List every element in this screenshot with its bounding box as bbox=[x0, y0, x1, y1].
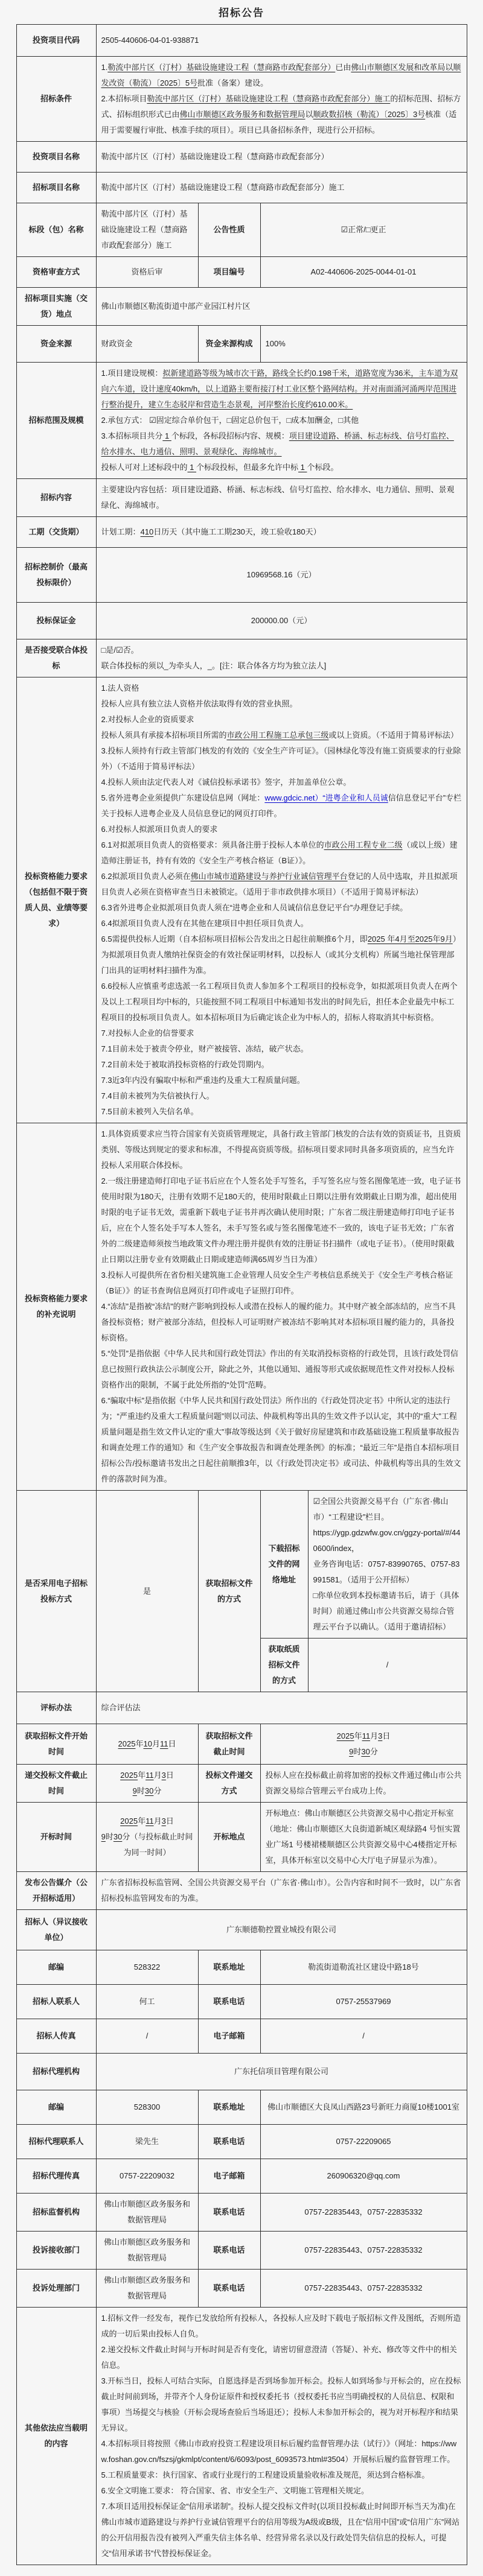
section-label: 标段（包）名称 bbox=[16, 203, 96, 257]
agency-zip-value: 528300 bbox=[96, 2090, 198, 2125]
paper-doc-label: 获取纸质招标文件的方式 bbox=[260, 1639, 308, 1692]
funding-composition-label: 资金来源构成 bbox=[198, 326, 260, 363]
media-value: 广东省招标投标监管网、全国公共资源交易平台（广东省·佛山市）。公告内容和时间不一致时，以广东省招标投标监管网发布的为准。 bbox=[96, 1872, 467, 1910]
tenderer-email-value: / bbox=[260, 2019, 467, 2054]
electronic-bidding-value: 是 bbox=[96, 1491, 198, 1692]
row-project-code bbox=[16, 25, 467, 57]
opening-place-value: 开标地点：佛山市顺德区公共资源交易中心指定开标室（地址：佛山市顺德区大良街道新城区观绿路4 号恒实置业广场1 号楼裙楼顺德区公共资源交易中心4楼指定开标室，具体开标室以交易中心大厅电子屏显示为准）。 bbox=[260, 1803, 467, 1872]
tenderer-email-label: 电子邮箱 bbox=[198, 2019, 260, 2054]
row-qualification-requirements bbox=[16, 677, 467, 1123]
conditions-content: 1.勒流中部片区（汀村）基础设施建设工程（慧商路市政配套部分）已由佛山市顺德区发展和改革局以顺发改资（勒流）〔2025〕5号批准（备案）建设。 2.本招标项目勒流中部片区（汀村）基础设施建设工程（慧商路市政配套部分）施工的招标范围、招标方式、招标组织形式已由佛山市顺德区政务服务和数据管理局以顺政数招核（勒流）〔2025〕3号核准（适用于需要履行审批、核准手续的项目）。项目已具备招标条件，现进行公开招标。 bbox=[96, 57, 467, 142]
agency-zip-label: 邮编 bbox=[16, 2090, 96, 2125]
doc-obtain-method-label: 获取招标文件的方式 bbox=[198, 1491, 260, 1692]
row-tenderer-zip bbox=[16, 1950, 467, 1985]
row-agency-fax bbox=[16, 2159, 467, 2194]
row-investment-name bbox=[16, 142, 467, 173]
row-doc-time bbox=[16, 1724, 467, 1765]
tenderer-value: 广东顺德勒控置业城投有限公司 bbox=[96, 1910, 467, 1950]
duration-label: 工期（交货期） bbox=[16, 517, 96, 548]
row-supervisor bbox=[16, 2194, 467, 2232]
complaint-handle-value: 佛山市顺德区政务服务和数据管理局 bbox=[96, 2270, 198, 2308]
section-value: 勒流中部片区（汀村）基础设施建设工程（慧商路市政配套部分）施工 bbox=[96, 203, 198, 257]
supervisor-label: 招标监督机构 bbox=[16, 2194, 96, 2232]
complaint-receive-value: 佛山市顺德区政务服务和数据管理局 bbox=[96, 2232, 198, 2270]
agency-fax-label: 招标代理传真 bbox=[16, 2159, 96, 2194]
opening-time-value: 2025年11月3日 9时30分（与投标截止时间为同一时间） bbox=[96, 1803, 198, 1872]
doc-deadline-label: 获取招标文件截止时间 bbox=[198, 1724, 260, 1765]
supervisor-value: 佛山市顺德区政务服务和数据管理局 bbox=[96, 2194, 198, 2232]
opening-place-label: 开标地点 bbox=[198, 1803, 260, 1872]
evaluation-method-value: 综合评估法 bbox=[96, 1692, 467, 1724]
row-opening bbox=[16, 1803, 467, 1872]
tenderer-fax-value: / bbox=[96, 2019, 198, 2054]
opening-time-label: 开标时间 bbox=[16, 1803, 96, 1872]
complaint-receive-phone-label: 联系电话 bbox=[198, 2232, 260, 2270]
project-number-value: A02-440606-2025-0044-01-01 bbox=[260, 257, 467, 288]
row-other bbox=[16, 2308, 467, 2565]
supervisor-phone-value: 0757-22835443，0757-22835332 bbox=[260, 2194, 467, 2232]
submit-method-value: 投标人应在投标截止前将加密的投标文件通过佛山市公共资源交易综合管理云平台成功上传。 bbox=[260, 1765, 467, 1803]
row-scope bbox=[16, 363, 467, 479]
tenderer-label: 招标人（异议接收单位） bbox=[16, 1910, 96, 1950]
tenderer-address-label: 联系地址 bbox=[198, 1950, 260, 1985]
row-duration bbox=[16, 517, 467, 548]
row-section bbox=[16, 203, 467, 257]
row-location bbox=[16, 288, 467, 326]
row-tenderer-contact bbox=[16, 1985, 467, 2019]
evaluation-method-label: 评标办法 bbox=[16, 1692, 96, 1724]
download-address-content: ☑全国公共资源交易平台（广东省·佛山市）“工程建设”栏目。 https://ygp.gdzwfw.gov.cn/ggzy-portal/#/440600/index， 业务咨询电话：0757-83990765、0757-83991581。（适用于公开招标） □你单位收到本投标邀请书后，请于（具体时间）前通过佛山市公共资源交易综合管理云平台予以确认。（适用于邀请招标） bbox=[308, 1491, 467, 1639]
qualification-requirements-label: 投标资格能力要求（包括但不限于资质人员、业绩等要求） bbox=[16, 677, 96, 1123]
investment-name-value: 勒流中部片区（汀村）基础设施建设工程（慧商路市政配套部分） bbox=[96, 142, 467, 173]
notice-nature-label: 公告性质 bbox=[198, 203, 260, 257]
row-agency bbox=[16, 2054, 467, 2090]
row-media bbox=[16, 1872, 467, 1910]
submit-method-label: 投标文件递交方式 bbox=[198, 1765, 260, 1803]
tenderer-contact-label: 招标人联系人 bbox=[16, 1985, 96, 2019]
complaint-receive-label: 投诉接收部门 bbox=[16, 2232, 96, 2270]
tenderer-phone-value: 0757-25537969 bbox=[260, 1985, 467, 2019]
inline-link[interactable]: www.gdcic.net）“进粤企业和人员诚 bbox=[264, 793, 388, 802]
row-conditions bbox=[16, 57, 467, 142]
qualification-supplement-content: 1.具体资质要求应当符合国家有关资质管理规定，具备行政主管部门核发的合法有效的资质证书，且资质类别、等级达到规定的要求和标准，不得提高资质等级。招标项目要求同时具备多项资质的，应当允许投标人采用联合体投标。 2.一级注册建造师打印电子证书后应在个人签名处手写签名，手写签名应与签名图像笔迹一致，电子证书使用时限为180天，注册有效期不足180天的，使用时限截止日期以注册有效期截止日期为准，超出使用时限的电子证书无效，需重新下载电子证书并再次确认使用时限；广东省二级注册建造师打印电子证书后，应在个人签名处手写本人签名，未手写签名或与签名图像笔迹不一致的，该电子证书无效；广东省外的二级建造师须按当地政策文件办理注册并提供有效的注册证书扫描件（或电子证书）。（使用时限截止日期以注册专业有效期截止日期或建造师满65周岁当日为准） 3.投标人可提供所在省份相关建筑施工企业管理人员安全生产考核信息系统关于《安全生产考核合格证（B证）》的证书查询信息网页打印件或电子证照打印件。 4.“冻结”是指被“冻结”的财产影响到投标人或潜在投标人的履约能力。其中财产被全部冻结的，应当不具备投标资格；财产被部分冻结，但投标人可证明财产被冻结不影响其对本招标项目履约能力的，具备投标资格。 5.“处罚”是指依据《中华人民共和国行政处罚法》作出的有关取消投标资格的行政处罚，且该行政处罚信息已按照行政执法公示制度公开，除此之外，其他以通知、通报等形式或依据规范性文件对投标人投标资格作出的限制，不属于此处所指的“处罚”范畴。 6.“骗取中标”是指依据《中华人民共和国行政处罚法》所作出的《行政处罚决定书》中所认定的违法行为；“严重违约及重大工程质量问题”则以司法、仲裁机构等出具的生效文件予以认定，其中的“重大”工程质量问题是指生效文件认定的“重大”事故等级达到《关于做好房屋建筑和市政基础设施工程质量事故报告和调查处理工作的通知》和《生产安全事故报告和调查处理条例》的标准；“最近三年”是指自本招标项目招标公告/投标邀请书发出之日起往前顺推3年，以《行政处罚决定书》或司法、仲裁机构等出具的生效文件的落款时间为准。 bbox=[96, 1123, 467, 1491]
row-qualification-supplement bbox=[16, 1123, 467, 1491]
row-submit-deadline bbox=[16, 1765, 467, 1803]
project-code-value: 2505-440606-04-01-938871 bbox=[96, 25, 467, 57]
paper-doc-value: / bbox=[308, 1639, 467, 1692]
location-value: 佛山市顺德区勒流街道中部产业园江村片区 bbox=[96, 288, 467, 326]
row-deposit bbox=[16, 603, 467, 639]
tender-name-value: 勒流中部片区（汀村）基础设施建设工程（慧商路市政配套部分）施工 bbox=[96, 173, 467, 203]
row-tender-name bbox=[16, 173, 467, 203]
complaint-handle-phone-value: 0757-22835443、0757-22835332 bbox=[260, 2270, 467, 2308]
row-complaint-handle bbox=[16, 2270, 467, 2308]
agency-contact-label: 招标代理联系人 bbox=[16, 2125, 96, 2159]
download-address-label: 下载招标文件的网络地址 bbox=[260, 1491, 308, 1639]
consortium-label: 是否接受联合体投标 bbox=[16, 639, 96, 677]
location-label: 招标项目实施（交货）地点 bbox=[16, 288, 96, 326]
scope-content: 1.项目建设规模：拟新建道路等级为城市次干路，路线全长约0.198千米，道路宽度为36米，主车道为双向六车道，设计速度40km/h，以上道路主要衔接汀村工业区整个路网结构。并对南面涌河涌两岸范围进行整治提升，建立生态驳岸和营造生态景观，河岸整治长度约610.00米。 2.承包方式： ☑固定综合单价包干，□固定总价包干，□成本加酬金，□其他 3.本招标项目共分 1 个标段，各标段招标内容、规模：项目建设道路、桥涵、标志标线、信号灯监控、给水排水、电力通信、照明、景观绿化、海绵城市。 投标人可对上述标段中的 1 个标段投标，但最多允许中标 1 个标段。 bbox=[96, 363, 467, 479]
content-label: 招标内容 bbox=[16, 479, 96, 517]
tenderer-zip-value: 528322 bbox=[96, 1950, 198, 1985]
agency-email-label: 电子邮箱 bbox=[198, 2159, 260, 2194]
tender-name-label: 招标项目名称 bbox=[16, 173, 96, 203]
content-value: 主要建设内容包括：项目建设道路、桥涵、标志标线、信号灯监控、给水排水、电力通信、照明、景观绿化、海绵城市。 bbox=[96, 479, 467, 517]
submit-deadline-value: 2025年11月3日 9时30分 bbox=[96, 1765, 198, 1803]
qualification-requirements-content: 1.法人资格 投标人应具有独立法人资格并依法取得有效的营业执照。 2.对投标人企业的资质要求 投标人须具有承接本招标项目所需的市政公用工程施工总承包三级或以上资质。（不适用于简易评标法） 3.投标人须持有行政主管部门核发的有效的《安全生产许可证》。（园林绿化等没有施工资质要求的行业除外）（不适用于简易评标法） 4.投标人须由法定代表人对《诚信投标承诺书》签字，并加盖单位公章。 5.省外进粤企业须提供广东建设信息网（网址：www.gdcic.net）“进粤企业和人员诚信信息登记平台”专栏关于投标人进粤企业及人员信息登记的网页打印件。 6.对投标人拟派项目负责人的要求 6.1对拟派项目负责人的资格要求：须具备注册于投标人本单位的市政公用工程专业二级（或以上级）建造师注册证书，持有有效的《安全生产考核合格证（B证）》。 6.2拟派项目负责人必须在佛山市城市道路建设与养护行业诚信管理平台登记的人员中选取，并且拟派项目负责人必须在资格审查当日未被锁定。（适用于非市政供排水项目）（不适用于简易评标法） 6.3省外进粤企业拟派项目负责人须在“进粤企业和人员诚信信息登记平台”办理登记手续。 6.4拟派项目负责人没有在其他在建项目中担任项目负责人。 6.5需提供投标人近期（自本招标项目招标公告发出之日起往前顺推6个月，即2025 年4月至2025年9月）为拟派项目负责人缴纳社保资金的有效社保证明材料，以投标人（或其分支机构）所属当地社保管理部门出具的证明材料扫描件为准。 6.6投标人应慎重考虑选派一名工程项目负责人参加多个工程项目的投标竞争，如拟派项目负责人在两个及以上工程项目均中标的，只能按照不同工程项目中标通知书发出的时间先后，担任本企业最先中标工程项目的投标项目负责人。如本招标项目为后确定该企业为中标人的，招标人将取消其中标资格。 7.对投标人企业的信誉要求 7.1目前未处于被责令停业，财产被接管、冻结，破产状态。 7.2目前未处于被取消投标资格的行政处罚期内。 7.3近3年内没有骗取中标和严重违约及重大工程质量问题。 7.4目前未被列为失信被执行人。 7.5目前未被列入失信名单。 bbox=[96, 677, 467, 1123]
agency-email-value: 260906320@qq.com bbox=[260, 2159, 467, 2194]
submit-deadline-label: 递交投标文件截止时间 bbox=[16, 1765, 96, 1803]
tender-table bbox=[16, 24, 467, 2565]
row-tenderer bbox=[16, 1910, 467, 1950]
funding-composition-value: 100% bbox=[260, 326, 467, 363]
doc-start-value: 2025年10月11日 bbox=[96, 1724, 198, 1765]
tenderer-fax-label: 招标人传真 bbox=[16, 2019, 96, 2054]
investment-name-label: 投资项目名称 bbox=[16, 142, 96, 173]
media-label: 发布公告媒介（公开招标适用） bbox=[16, 1872, 96, 1910]
row-evaluation-method bbox=[16, 1692, 467, 1724]
row-electronic-bidding bbox=[16, 1491, 467, 1639]
tenderer-contact-value: 何工 bbox=[96, 1985, 198, 2019]
duration-value: 计划工期：410日历天（其中施工工期230天，竣工验收180天） bbox=[96, 517, 467, 548]
electronic-bidding-label: 是否采用电子招标投标方式 bbox=[16, 1491, 96, 1692]
project-code-label: 投资项目代码 bbox=[16, 25, 96, 57]
tenderer-address-value: 勒流街道勒流社区建设中路18号 bbox=[260, 1950, 467, 1985]
agency-fax-value: 0757-22209032 bbox=[96, 2159, 198, 2194]
project-number-label: 项目编号 bbox=[198, 257, 260, 288]
row-content bbox=[16, 479, 467, 517]
deposit-value: 200000.00（元） bbox=[96, 603, 467, 639]
conditions-label: 招标条件 bbox=[16, 57, 96, 142]
deposit-label: 投标保证金 bbox=[16, 603, 96, 639]
agency-contact-value: 梁先生 bbox=[96, 2125, 198, 2159]
row-agency-zip bbox=[16, 2090, 467, 2125]
row-funding bbox=[16, 326, 467, 363]
row-complaint-receive bbox=[16, 2232, 467, 2270]
control-price-label: 招标控制价（最高投标限价） bbox=[16, 548, 96, 603]
agency-label: 招标代理机构 bbox=[16, 2054, 96, 2090]
qualification-check-value: 资格后审 bbox=[96, 257, 198, 288]
row-consortium bbox=[16, 639, 467, 677]
consortium-content: □是/☑否。 联合体投标的须以_为牵头人，_。[注：联合体各方均为独立法人] bbox=[96, 639, 467, 677]
agency-phone-label: 联系电话 bbox=[198, 2125, 260, 2159]
page-title: 招标公告 bbox=[219, 7, 264, 19]
complaint-receive-phone-value: 0757-22835443、0757-22835332 bbox=[260, 2232, 467, 2270]
doc-deadline-value: 2025年11月3日 9时30分 bbox=[260, 1724, 467, 1765]
notice-nature-value: ☑正常/□更正 bbox=[260, 203, 467, 257]
agency-address-label: 联系地址 bbox=[198, 2090, 260, 2125]
other-content: 1.招标文件一经发布，视作已发放给所有投标人，各投标人应及时下载电子版招标文件及图纸，否则所造成的一切后果由投标人自负。 2.递交投标文件截止时间与开标时间是否有变化，请密切留意澄清（答疑）、补充、修改等文件中的相关信息。 3.开标当日，投标人可结合实际，自愿选择是否到场参加开标会。投标人如到场参与开标会的，应在投标截止时间前到场，并带齐个人身份证原件和授权委托书（授权委托书应当明确授权的人员信息、权限和事项）当场提交与核验（开标会现场查验后当场退还）；投标人未参加开标会的，视为对开标程序和结果无异议。 4.本招标项目将按照《佛山市政府投资工程建设项目标后履约监督管理办法（试行）》（网址：https://www.foshan.gov.cn/fszsj/gkmlpt/content/6/6093/post_6093573.html#3504）开展标后履约监督管理工作。 5.工程质量要求：执行国家、省或行业现行的工程建设质量验收标准及规范，须达到合格标准。 6.安全文明施工要求： 符合国家、省、市安全生产、文明施工管理相关规定。 7.本项目适用投标保证金“信用承诺制”。投标人提交投标文件时(以项目投标截止时间即开标当天为准)在佛山市城市道路建设与养护行业诚信管理平台的信用等级为A级或B级，且在“信用中国”或“信用广东”网站的公开信用报告没有被列入严重失信主体名单、经营异常名录以及行政处罚失信信息的投标人，可提交“信用承诺书”代替投标保证金。 bbox=[96, 2308, 467, 2565]
supervisor-phone-label: 联系电话 bbox=[198, 2194, 260, 2232]
row-control-price bbox=[16, 548, 467, 603]
control-price-value: 10969568.16（元） bbox=[96, 548, 467, 603]
funding-value: 财政资金 bbox=[96, 326, 198, 363]
doc-start-label: 获取招标文件开始时间 bbox=[16, 1724, 96, 1765]
row-agency-contact bbox=[16, 2125, 467, 2159]
tenderer-zip-label: 邮编 bbox=[16, 1950, 96, 1985]
other-label: 其他依法应当载明的内容 bbox=[16, 2308, 96, 2565]
qualification-check-label: 资格审查方式 bbox=[16, 257, 96, 288]
row-qualification-check bbox=[16, 257, 467, 288]
complaint-handle-phone-label: 联系电话 bbox=[198, 2270, 260, 2308]
tenderer-phone-label: 联系电话 bbox=[198, 1985, 260, 2019]
qualification-supplement-label: 投标资格能力要求的补充说明 bbox=[16, 1123, 96, 1491]
agency-value: 广东托信项目管理有限公司 bbox=[96, 2054, 467, 2090]
agency-phone-value: 0757-22209065 bbox=[260, 2125, 467, 2159]
row-tenderer-fax bbox=[16, 2019, 467, 2054]
scope-label: 招标范围及规模 bbox=[16, 363, 96, 479]
agency-address-value: 佛山市顺德区大良凤山西路23号新旺力商厦10楼1001室 bbox=[260, 2090, 467, 2125]
complaint-handle-label: 投诉处理部门 bbox=[16, 2270, 96, 2308]
funding-label: 资金来源 bbox=[16, 326, 96, 363]
